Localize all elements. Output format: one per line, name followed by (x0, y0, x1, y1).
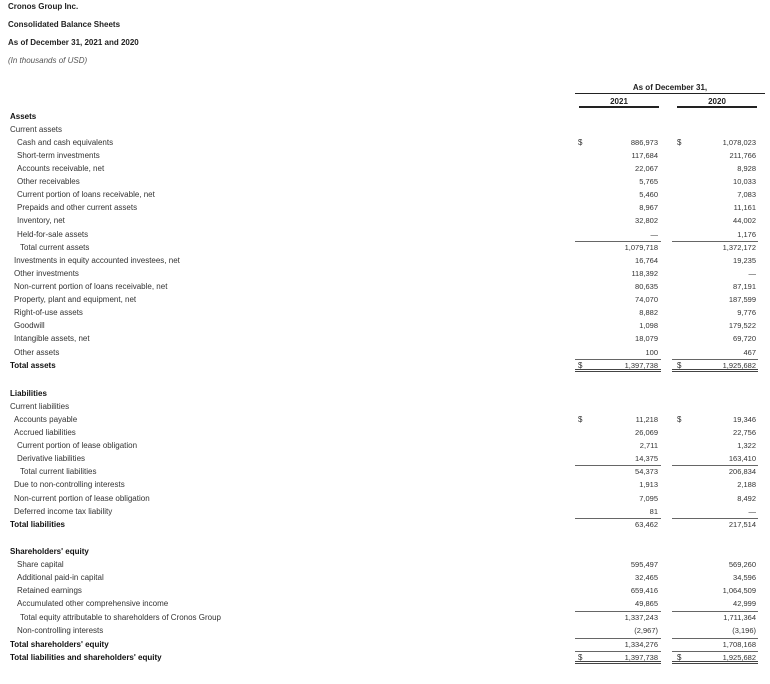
value-2021: 1,397,738 (624, 653, 658, 662)
value-2020: 211,766 (729, 151, 756, 160)
value-2021: 7,095 (639, 494, 658, 503)
row-label: Current liabilities (10, 402, 70, 411)
currency-symbol: $ (578, 653, 583, 662)
value-2020: 217,514 (728, 520, 756, 529)
value-2021: 5,460 (639, 190, 658, 199)
row-label: Inventory, net (17, 216, 65, 225)
table-row (0, 558, 770, 571)
value-2021: 18,079 (635, 334, 658, 343)
table-row (0, 452, 770, 465)
row-label: Share capital (17, 560, 64, 569)
value-2020: 1,064,509 (722, 586, 756, 595)
table-row (0, 400, 770, 413)
value-2021: 80,635 (635, 282, 658, 291)
value-2021: 1,079,718 (624, 243, 658, 252)
column-group-label: As of December 31, (632, 83, 708, 92)
row-label: Accumulated other comprehensive income (17, 599, 169, 608)
value-2020: 1,176 (737, 230, 756, 239)
table-row (0, 545, 770, 558)
value-2020: 179,522 (728, 321, 756, 330)
value-2020: 10,033 (733, 177, 756, 186)
table-row (0, 228, 770, 241)
table-row (0, 571, 770, 584)
row-label: Goodwill (14, 321, 45, 330)
currency-symbol: $ (578, 138, 583, 147)
value-2020: 42,999 (733, 599, 756, 608)
value-2021: 1,397,738 (624, 361, 658, 370)
value-2020: 467 (743, 348, 756, 357)
value-2021: 32,465 (635, 573, 658, 582)
value-2020: 22,756 (733, 428, 756, 437)
table-row (0, 136, 770, 149)
row-label: Current assets (10, 125, 63, 134)
row-label: Derivative liabilities (17, 454, 86, 463)
statement-title: Consolidated Balance Sheets (8, 20, 121, 29)
row-label: Retained earnings (17, 586, 82, 595)
value-2021: 81 (649, 507, 658, 516)
table-row (0, 478, 770, 491)
table-row (0, 387, 770, 400)
table-row (0, 110, 770, 123)
value-2020: 11,161 (733, 203, 756, 212)
table-row (0, 254, 770, 267)
table-row (0, 123, 770, 136)
value-2020: 7,083 (737, 190, 756, 199)
row-label: Total shareholders' equity (10, 640, 109, 649)
row-label: Current portion of loans receivable, net (17, 190, 155, 199)
value-2021: 14,375 (635, 454, 658, 463)
row-label: Held-for-sale assets (17, 230, 89, 239)
table-row (0, 306, 770, 319)
value-2020: 69,720 (733, 334, 756, 343)
value-2021: (2,967) (634, 626, 658, 635)
value-2021: 659,416 (630, 586, 658, 595)
table-row (0, 439, 770, 452)
table-row (0, 149, 770, 162)
value-2020: 19,346 (733, 415, 756, 424)
value-2020: 19,235 (733, 256, 756, 265)
currency-symbol: $ (578, 415, 583, 424)
value-2020: 1,708,168 (722, 640, 756, 649)
value-2020: 8,928 (737, 164, 756, 173)
table-row (0, 624, 770, 637)
value-2021: 74,070 (635, 295, 658, 304)
row-label: Right-of-use assets (14, 308, 83, 317)
value-2020: 44,002 (733, 216, 756, 225)
table-row (0, 359, 770, 372)
value-2020: 1,925,682 (722, 653, 756, 662)
row-label: Current portion of lease obligation (17, 441, 138, 450)
row-label: Due to non-controlling interests (14, 480, 125, 489)
value-2021: 5,765 (639, 177, 658, 186)
value-2020: 206,834 (728, 467, 756, 476)
value-2020: 34,596 (733, 573, 756, 582)
column-year-2020: 2020 (708, 97, 726, 106)
value-2021: 1,334,276 (624, 640, 658, 649)
table-row (0, 638, 770, 651)
row-label: Deferred income tax liability (14, 507, 113, 516)
table-row (0, 214, 770, 227)
value-2020: 163,410 (728, 454, 756, 463)
value-2020: 1,078,023 (722, 138, 756, 147)
value-2021: 118,392 (631, 269, 658, 278)
value-2020: 1,711,364 (723, 613, 756, 622)
currency-symbol: $ (677, 138, 682, 147)
value-2020: 1,925,682 (722, 361, 756, 370)
value-2021: 22,067 (635, 164, 658, 173)
value-2021: 8,967 (639, 203, 658, 212)
value-2020: — (748, 269, 756, 278)
value-2020: 2,188 (737, 480, 756, 489)
value-2020: (3,196) (732, 626, 756, 635)
value-2020: 1,372,172 (722, 243, 756, 252)
column-year-2021: 2021 (610, 97, 628, 106)
value-2021: 63,462 (635, 520, 658, 529)
row-label: Total liabilities (10, 520, 65, 529)
row-label: Non-current portion of lease obligation (14, 494, 150, 503)
row-label: Total liabilities and shareholders' equity (10, 653, 162, 662)
value-2021: 54,373 (635, 467, 658, 476)
table-row (0, 426, 770, 439)
row-label: Property, plant and equipment, net (14, 295, 137, 304)
value-2021: 1,098 (639, 321, 658, 330)
table-row (0, 280, 770, 293)
row-label: Short-term investments (17, 151, 100, 160)
table-row (0, 518, 770, 531)
row-label: Total assets (10, 361, 56, 370)
table-row (0, 346, 770, 359)
value-2021: 886,973 (630, 138, 658, 147)
value-2021: 100 (645, 348, 658, 357)
row-label: Other assets (14, 348, 60, 357)
table-row (0, 241, 770, 254)
row-label: Total equity attributable to shareholders of Cronos Group (20, 613, 222, 622)
row-label: Shareholders' equity (10, 547, 89, 556)
table-row (0, 597, 770, 610)
value-2020: 187,599 (728, 295, 756, 304)
value-2021: 11,218 (635, 415, 658, 424)
value-2021: 49,865 (635, 599, 658, 608)
row-label: Intangible assets, net (14, 334, 90, 343)
table-row (0, 201, 770, 214)
value-2021: 1,913 (639, 480, 658, 489)
row-label: Accounts payable (14, 415, 78, 424)
statement-date: As of December 31, 2021 and 2020 (8, 38, 139, 47)
value-2020: 1,322 (737, 441, 756, 450)
row-label: Liabilities (10, 389, 47, 398)
row-label: Accrued liabilities (14, 428, 76, 437)
table-row (0, 465, 770, 478)
value-2020: 87,191 (733, 282, 756, 291)
currency-symbol: $ (677, 653, 682, 662)
table-row (0, 332, 770, 345)
value-2021: 117,684 (631, 151, 658, 160)
row-label: Accounts receivable, net (17, 164, 105, 173)
value-2021: 16,764 (635, 256, 658, 265)
company-name: Cronos Group Inc. (8, 2, 79, 11)
value-2021: 2,711 (639, 441, 658, 450)
table-row (0, 293, 770, 306)
row-label: Other receivables (17, 177, 80, 186)
units-note: (In thousands of USD) (8, 56, 88, 65)
table-row (0, 267, 770, 280)
table-row (0, 188, 770, 201)
table-row (0, 651, 770, 664)
currency-symbol: $ (677, 361, 682, 370)
table-row (0, 505, 770, 518)
column-year-2020-rule (677, 106, 757, 108)
table-row (0, 319, 770, 332)
value-2020: 9,776 (737, 308, 756, 317)
value-2020: 8,492 (737, 494, 756, 503)
row-label: Other investments (14, 269, 79, 278)
currency-symbol: $ (578, 361, 583, 370)
row-label: Total current liabilities (20, 467, 97, 476)
table-row (0, 492, 770, 505)
row-label: Cash and cash equivalents (17, 138, 114, 147)
row-label: Prepaids and other current assets (17, 203, 138, 212)
value-2020: 569,260 (728, 560, 756, 569)
table-row (0, 175, 770, 188)
value-2021: 1,337,243 (624, 613, 658, 622)
value-2021: 8,882 (639, 308, 658, 317)
column-group-rule (575, 93, 765, 94)
table-row (0, 413, 770, 426)
row-label: Non-current portion of loans receivable, net (14, 282, 168, 291)
row-label: Assets (10, 112, 37, 121)
value-2021: 32,802 (635, 216, 658, 225)
column-year-2021-rule (579, 106, 659, 108)
value-2021: — (650, 230, 658, 239)
currency-symbol: $ (677, 415, 682, 424)
table-row (0, 162, 770, 175)
table-row (0, 611, 770, 624)
row-label: Non-controlling interests (17, 626, 104, 635)
row-label: Investments in equity accounted investees, net (14, 256, 180, 265)
table-row (0, 584, 770, 597)
value-2021: 26,069 (635, 428, 658, 437)
value-2021: 595,497 (630, 560, 658, 569)
value-2020: — (748, 507, 756, 516)
row-label: Additional paid-in capital (17, 573, 104, 582)
row-label: Total current assets (20, 243, 90, 252)
